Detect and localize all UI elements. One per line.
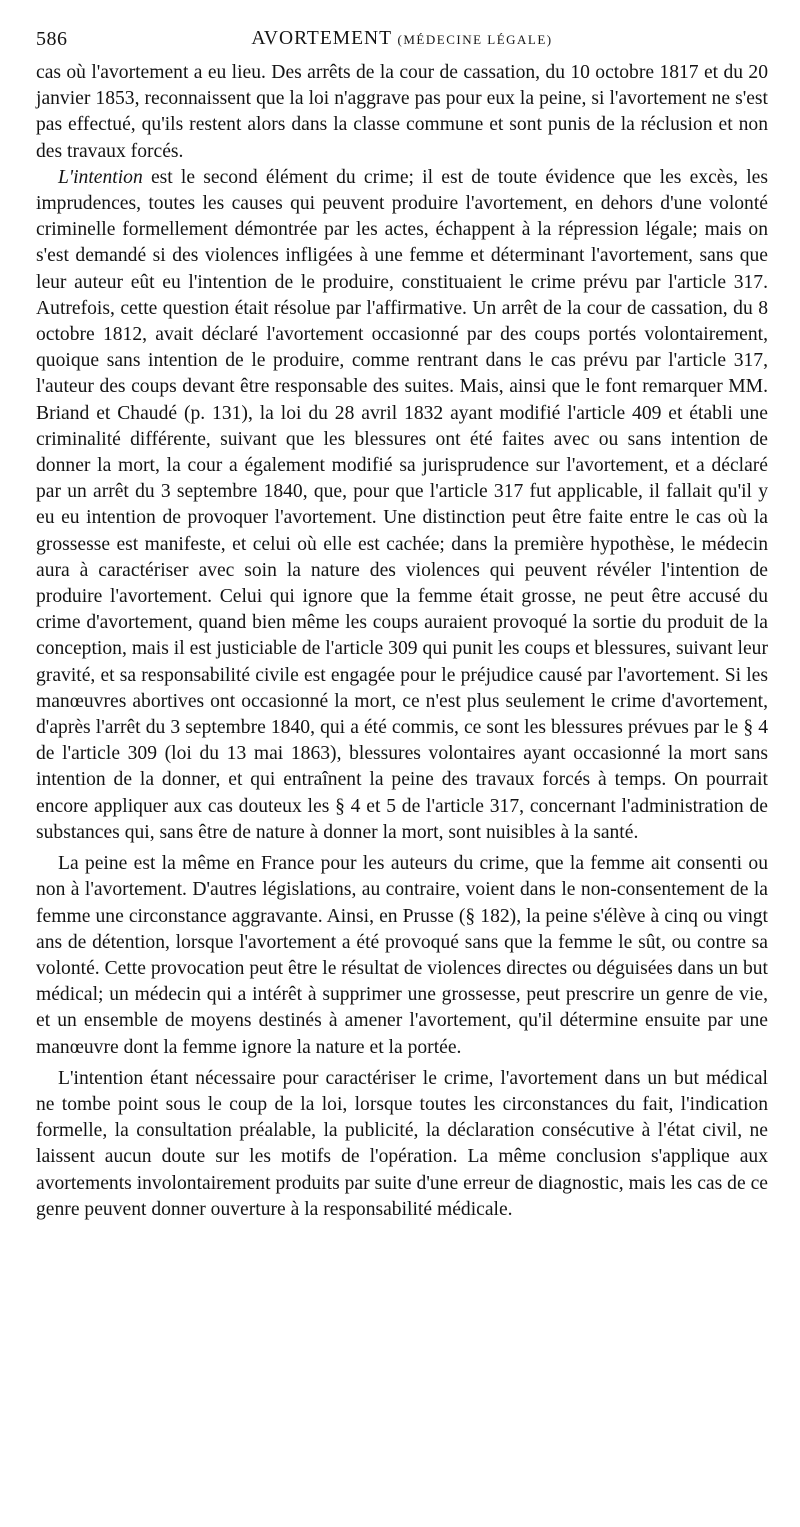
paragraph-1-text: cas où l'avortement a eu lieu. Des arrêts de la cour de cassation, du 10 octobre 1817 et du 20 janvier 1853, reconnaissent que la loi n'aggrave pas pour eux la peine, si l'avortement ne s'est pas effectué, qu'ils restent alors dans la classe commune et sont punis de la réclusion et non des travaux forcés. xyxy=(36,62,768,162)
paragraph-2 xyxy=(36,165,768,846)
running-head-title: AVORTEMENT xyxy=(251,28,392,49)
running-head xyxy=(36,28,768,50)
paragraph-1 xyxy=(36,60,768,165)
paragraph-4 xyxy=(36,1066,768,1223)
paragraph-2-lead: L'intention xyxy=(58,166,143,188)
page-number: 586 xyxy=(36,28,68,50)
document-page xyxy=(36,24,768,1223)
paragraph-2-text: est le second élément du crime; il est de toute évidence que les excès, les imprudences, toutes les causes qui peuvent produire l'avortement, en dehors d'une volonté criminelle formellement démontrée par les actes, échappent à la répression légale; mais on s'est demandé si des violences infligées à une femme et déterminant l'avortement, sans que leur auteur eût eu l'intention de le produire, constituaient le crime prévu par l'article 317. Autrefois, cette question était résolue par l'affirmative. Un arrêt de la cour de cassation, du 8 octobre 1812, avait déclaré l'avortement occasionné par des coups portés volontairement, quoique sans intention de le produire, comme rentrant dans le cas prévu par l'article 317, l'auteur des coups devant être responsable des suites. Mais, ainsi que le font remarquer MM. Briand et Chaudé (p. 131), la loi du 28 avril 1832 ayant modifié l'article 409 et établi une criminalité différente, suivant que les blessures ont été faites avec ou sans intention de donner la mort, la cour a également modifié sa jurisprudence sur l'avortement, et a déclaré par un arrêt du 3 septembre 1840, que, pour que l'article 317 fut applicable, il fallait qu'il y eu eu intention de provoquer l'avortement. Une distinction peut être faite entre le cas où la grossesse est manifeste, et celui où elle est cachée; dans la première hypothèse, le médecin aura à caractériser avec soin la nature des violences qui peuvent révéler l'intention de produire l'avortement. Celui qui ignore que la femme était grosse, ne peut être accusé du crime d'avortement, quand bien même les coups auraient provoqué la sortie du produit de la conception, mais il est justiciable de l'article 309 qui punit les coups et blessures, suivant leur gravité, et sa responsabilité civile est engagée pour le préjudice causé par l'avortement. Si les manœuvres abortives ont occasionné la mort, ce n'est plus seulement le crime d'avortement, d'après l'arrêt du 3 septembre 1840, qui a été commis, ce sont les blessures prévues par le § 4 de l'article 309 (loi du 13 mai 1863), blessures volontaires ayant occasionné la mort sans intention de la donner, et qui entraînent la peine des travaux forcés à temps. On pourrait encore appliquer aux cas douteux les § 4 et 5 de l'article 317, concernant l'administration de substances qui, sans être de nature à donner la mort, sont nuisibles à la santé. xyxy=(36,166,768,843)
paragraph-3 xyxy=(36,851,768,1061)
page-header xyxy=(36,24,768,60)
paragraph-3-text: La peine est la même en France pour les auteurs du crime, que la femme ait consenti ou non à l'avortement. D'autres législations, au contraire, voient dans le non-consentement de la femme une circonstance aggravante. Ainsi, en Prusse (§ 182), la peine s'élève à cinq ou vingt ans de détention, lorsque l'avortement a été provoqué sans que la femme le sût, ou contre sa volonté. Cette provocation peut être le résultat de violences directes ou déguisées dans un but médical; un médecin qui a intérêt à supprimer une grossesse, peut prescrire un genre de vie, et un ensemble de moyens destinés à amener l'avortement, qu'il détermine ensuite par une manœuvre dont la femme ignore la nature et la portée. xyxy=(36,853,768,1058)
body-text xyxy=(36,60,768,1223)
paragraph-4-text: L'intention étant nécessaire pour caractériser le crime, l'avortement dans un but médical ne tombe point sous le coup de la loi, lorsque toutes les circonstances du fait, l'indication formelle, la consultation préalable, la publicité, la déclaration consécutive à l'état civil, ne laissent aucun doute sur les motifs de l'opération. La même conclusion s'applique aux avortements involontairement produits par suite d'une erreur de diagnostic, mais les cas de ce genre peuvent donner ouverture à la responsabilité médicale. xyxy=(36,1067,768,1220)
running-head-subtitle: (MÉDECINE LÉGALE) xyxy=(397,32,553,47)
